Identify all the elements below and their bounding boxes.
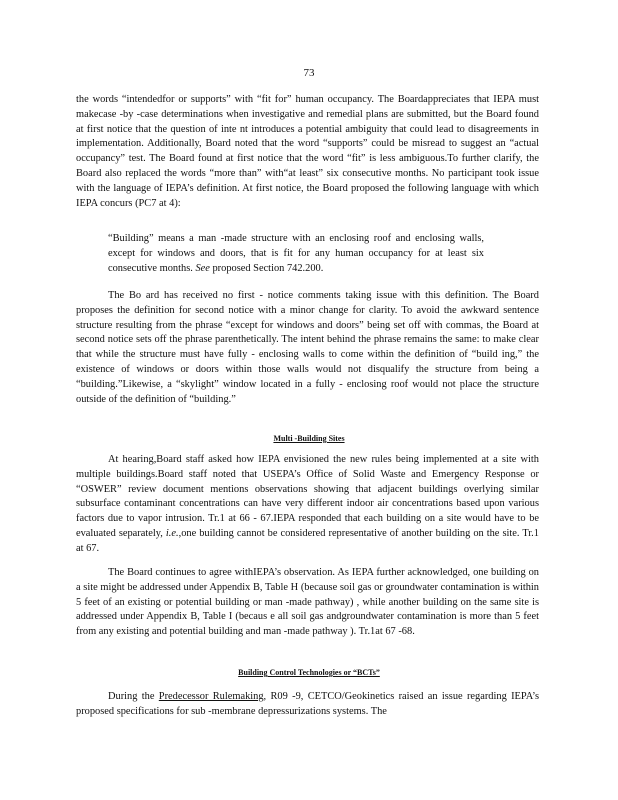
- paragraph-text: [76, 453, 539, 557]
- paragraph-hearing: [76, 453, 539, 557]
- para-after: ,one building cannot be considered representative of another building on the site. Tr.1 at 67.: [76, 527, 539, 554]
- quote-see: See: [195, 262, 210, 274]
- quote-main: “Building” means a man -made structure with an enclosing roof and enclosing walls, except for windows and doors, that is fit for any human occupancy for at least six consecutive months.: [108, 233, 484, 274]
- heading-text: Building Control Technologies or “BCTs”: [238, 668, 380, 677]
- block-quote-building-definition: [108, 232, 484, 276]
- paragraph-text: The Bo ard has received no first - notice comments taking issue with this definition. The Board proposes the definition for second notice with a minor change for clarity. To avoid the awkward sentence structure resulting from the phrase “except for windows and doors” being set off with commas, the Board at second notice sets off the phrase parenthetically. The intent behind the phrase remains the same: to make clear that while the structure must have fully - enclosing walls to come within the definition of “build ing,” the existence of windows or doors within those walls would not disqualify the structure from being a “building.”Likewise, a “skylight” window located in a fully - enclosing roof would not place the structure outside of the definition of “building.”: [76, 290, 539, 405]
- paragraph-fit-for-definition: [76, 93, 539, 211]
- paragraph-second-notice: [76, 289, 539, 407]
- para-after: , R09 -9, CETCO/Geokinetics raised an issue regarding IEPA’s proposed specifications for sub -membrane depressurizations systems. The: [76, 691, 540, 717]
- page-number: 73: [303, 67, 315, 79]
- section-heading-multi-building-sites: [0, 432, 618, 447]
- block-quote-text: [108, 232, 484, 276]
- paragraph-board-agrees: [76, 566, 539, 640]
- heading-text: Multi -Building Sites: [273, 434, 345, 443]
- paragraph-text: [76, 690, 539, 720]
- quote-tail: proposed Section 742.200.: [212, 262, 324, 274]
- paragraph-predecessor-rulemaking: [76, 690, 539, 720]
- paragraph-text: the words “intendedfor or supports” with “fit for” human occupancy. The Boardappreciates that IEPA must makecase -by -case determinations when investigative and remedial plans are submitted, but the Board found at first notice that the question of inte nt introduces a potential ambiguity that could lead to disagreements in implementation. Additionally, Board noted that the word “supports” could be misread to suggest an “actual occupancy” test. The Board found at first notice that the word “fit” is less ambiguous.To further clarify, the Board also replaced the words “more than” with“at least” six consecutive months. No participant took issue with the language of IEPA’s definition. At first notice, the Board proposed the following language with which IEPA concurs (PC7 at 4):: [76, 94, 539, 209]
- ie-abbreviation: i.e.: [165, 527, 179, 539]
- para-before: At hearing,Board staff asked how IEPA envisioned the new rules being implemented at a site with multiple buildings.Board staff noted that USEPA’s Office of Solid Waste and Emergency Response or “OSWER” review document mentions observations showing that adjacent buildings overlying similar subsurface contaminant concentrations can have very different indoor air concentrations based upon various factors due to vapor intrusion. Tr.1 at 66 - 67.IEPA responded that each building on a site would have to be evaluated separately,: [76, 454, 539, 539]
- section-heading-bcts: [0, 666, 618, 681]
- para-before: During the: [108, 691, 155, 702]
- predecessor-rulemaking-link[interactable]: Predecessor Rulemaking: [158, 691, 264, 702]
- paragraph-text: The Board continues to agree withIEPA’s observation. As IEPA further acknowledged, one building on a site might be addressed under Appendix B, Table H (because soil gas or groundwater contamination is within 5 feet of an existing or potential building or man -made pathway) , while another building on the same site is addressed under Appendix B, Table I (becaus e all soil gas andgroundwater contamination is more than 5 feet from any existing and potential building and man -made pathway ). Tr.1at 67 -68.: [76, 567, 539, 638]
